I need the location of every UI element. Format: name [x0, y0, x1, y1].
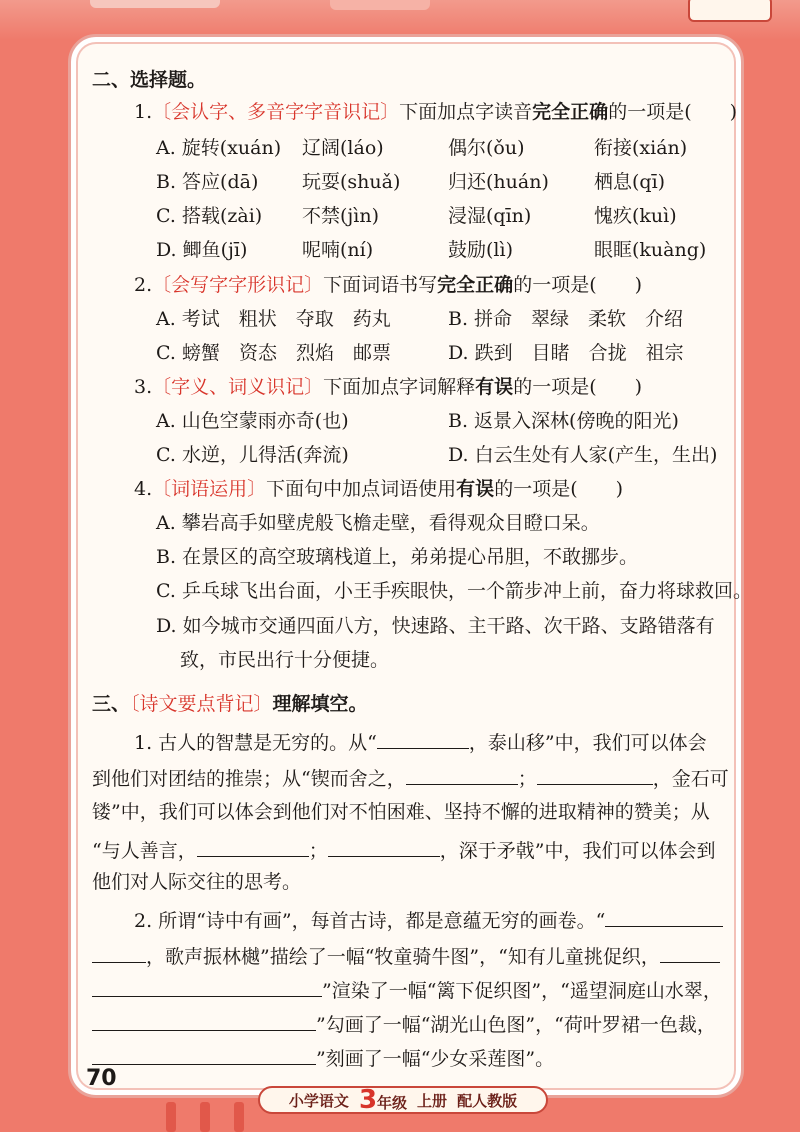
q4-option-d: D. 如今城市交通四面八方，快速路、主干路、次干路、支路错落有 [156, 615, 715, 637]
answer-blank[interactable] [537, 762, 653, 785]
text: ； [308, 840, 328, 862]
q1-option-c-2: 不禁(jìn) [302, 205, 380, 227]
fill-p1-line4 [92, 834, 715, 865]
book-footer-label [258, 1086, 548, 1114]
q4-option-d-continued: 致，市民出行十分便捷。 [180, 649, 390, 671]
question-tag: 〔会写字字形识记〕 [152, 274, 324, 296]
grade-label: 年级 [377, 1093, 408, 1112]
footer-grade [358, 1084, 408, 1115]
q1-option-a-1: A. 旋转(xuán) [156, 137, 282, 159]
question-emphasis: 完全正确 [532, 101, 609, 123]
question-emphasis: 有误 [456, 478, 495, 500]
answer-blank[interactable] [660, 940, 720, 963]
text: 1. 古人的智慧是无穷的。从“ [134, 732, 377, 754]
q1-option-a-4: 衔接(xián) [594, 137, 688, 159]
question-text: 下面词语书写 [323, 274, 438, 296]
footer-subject: 小学语文 [288, 1091, 349, 1110]
text: 到他们对团结的推崇；从“锲而舍之， [92, 768, 406, 790]
answer-blank[interactable] [92, 1042, 316, 1065]
text: ”勾画了一幅“湖光山色图”，“荷叶罗裙一色裁， [316, 1014, 716, 1036]
q1-option-b-1: B. 答应(dā) [156, 171, 259, 193]
answer-blank[interactable] [377, 726, 469, 749]
q3-option-a: A. 山色空蒙雨亦奇(也) [156, 410, 349, 432]
question-number: 4. [134, 478, 153, 500]
section-prefix: 三、 [92, 693, 131, 715]
answer-blank[interactable] [92, 1008, 316, 1031]
q1-option-b-2: 玩耍(shuǎ) [302, 171, 401, 193]
q1-option-c-4: 愧疚(kuì) [594, 205, 677, 227]
text: 2. 所谓“诗中有画”，每首古诗，都是意蕴无穷的画卷。“ [134, 910, 606, 932]
q2-option-a: A. 考试 粗状 夺取 药丸 [156, 308, 391, 330]
question-answer-slot[interactable]: 的一项是( ) [494, 478, 624, 500]
section-3-title [92, 690, 368, 718]
footer-volume: 上册 [417, 1091, 448, 1110]
text: “与人善言， [92, 840, 197, 862]
answer-blank[interactable] [197, 834, 309, 857]
q3-option-c: C. 水逆，儿得活(奔流) [156, 444, 349, 466]
decor-bar [166, 1102, 176, 1132]
q1-option-a-3: 偶尔(ǒu) [448, 137, 525, 159]
text: ，歌声振林樾”描绘了一幅“牧童骑牛图”，“知有儿童挑促织， [146, 946, 660, 968]
q4-option-b: B. 在景区的高空玻璃栈道上，弟弟提心吊胆，不敢挪步。 [156, 546, 639, 568]
question-text: 下面加点字读音 [399, 101, 533, 123]
q1-option-a-2: 辽阔(láo) [302, 137, 384, 159]
q1-option-d-4: 眼眶(kuàng) [594, 239, 707, 261]
q1-option-b-4: 栖息(qī) [594, 171, 666, 193]
question-4-stem [134, 475, 623, 503]
decor-bar [200, 1102, 210, 1132]
q1-option-d-1: D. 鲫鱼(jī) [156, 239, 248, 261]
question-answer-slot[interactable]: 的一项是( ) [608, 101, 738, 123]
fill-p2-line4 [92, 1008, 716, 1039]
fill-p1-line1 [134, 726, 707, 757]
grade-number: 3 [358, 1084, 378, 1115]
question-number: 1. [134, 101, 153, 123]
question-1-stem [134, 98, 737, 126]
q4-option-c: C. 乒乓球飞出台面，小王手疾眼快，一个箭步冲上前，奋力将球救回。 [156, 580, 752, 602]
q1-option-c-3: 浸湿(qīn) [448, 205, 532, 227]
footer-edition: 配人教版 [457, 1091, 518, 1110]
section-heading: 理解填空。 [272, 693, 368, 715]
question-answer-slot[interactable]: 的一项是( ) [513, 274, 643, 296]
answer-blank[interactable] [328, 834, 440, 857]
q1-option-d-3: 鼓励(lì) [448, 239, 513, 261]
text: ，泰山移”中，我们可以体会 [468, 732, 707, 754]
question-3-stem [134, 373, 642, 401]
q3-option-d: D. 白云生处有人家(产生，生出) [448, 444, 718, 466]
decor-bar [234, 1102, 244, 1132]
q2-option-b: B. 拼命 翠绿 柔软 介绍 [448, 308, 684, 330]
answer-blank[interactable] [92, 940, 146, 963]
fill-p1-line3: 镂”中，我们可以体会到他们对不怕困难、坚持不懈的进取精神的赞美；从 [92, 801, 710, 823]
fill-p1-line2 [92, 762, 729, 793]
text: ，深于矛戟”中，我们可以体会到 [439, 840, 716, 862]
q1-option-b-3: 归还(huán) [448, 171, 549, 193]
fill-p2-line5 [92, 1042, 554, 1073]
section-2-title: 二、选择题。 [92, 69, 207, 91]
fill-p1-line5: 他们对人际交往的思考。 [92, 871, 302, 893]
question-tag: 〔词语运用〕 [152, 478, 267, 500]
q1-option-d-2: 呢喃(ní) [302, 239, 374, 261]
fill-p2-line3 [92, 974, 722, 1005]
question-tag: 〔字义、词义识记〕 [152, 376, 324, 398]
text: ”渲染了一幅“篱下促织图”，“遥望洞庭山水翠， [322, 980, 722, 1002]
answer-blank[interactable] [605, 904, 723, 927]
q2-option-d: D. 跌到 目睹 合拢 祖宗 [448, 342, 684, 364]
fill-p2-line2 [92, 940, 720, 971]
text: ”刻画了一幅“少女采莲图”。 [316, 1048, 555, 1070]
text: ，金石可 [652, 768, 729, 790]
question-number: 2. [134, 274, 153, 296]
q1-option-c-1: C. 搭载(zài) [156, 205, 263, 227]
question-tag: 〔会认字、多音字字音识记〕 [152, 101, 400, 123]
fill-p2-line1 [134, 904, 723, 935]
section-tag: 〔诗文要点背记〕 [130, 693, 273, 715]
question-text: 下面句中加点词语使用 [266, 478, 457, 500]
question-number: 3. [134, 376, 153, 398]
text: ； [517, 768, 537, 790]
question-text: 下面加点字词解释 [323, 376, 476, 398]
question-emphasis: 完全正确 [437, 274, 514, 296]
question-emphasis: 有误 [475, 376, 514, 398]
question-2-stem [134, 271, 642, 299]
q3-option-b: B. 返景入深林(傍晚的阳光) [448, 410, 679, 432]
answer-blank[interactable] [92, 974, 322, 997]
page-number: 70 [86, 1066, 117, 1091]
answer-blank[interactable] [406, 762, 518, 785]
question-answer-slot[interactable]: 的一项是( ) [513, 376, 643, 398]
q2-option-c: C. 螃蟹 资态 烈焰 邮票 [156, 342, 391, 364]
q4-option-a: A. 攀岩高手如壁虎般飞檐走壁，看得观众目瞪口呆。 [156, 512, 600, 534]
